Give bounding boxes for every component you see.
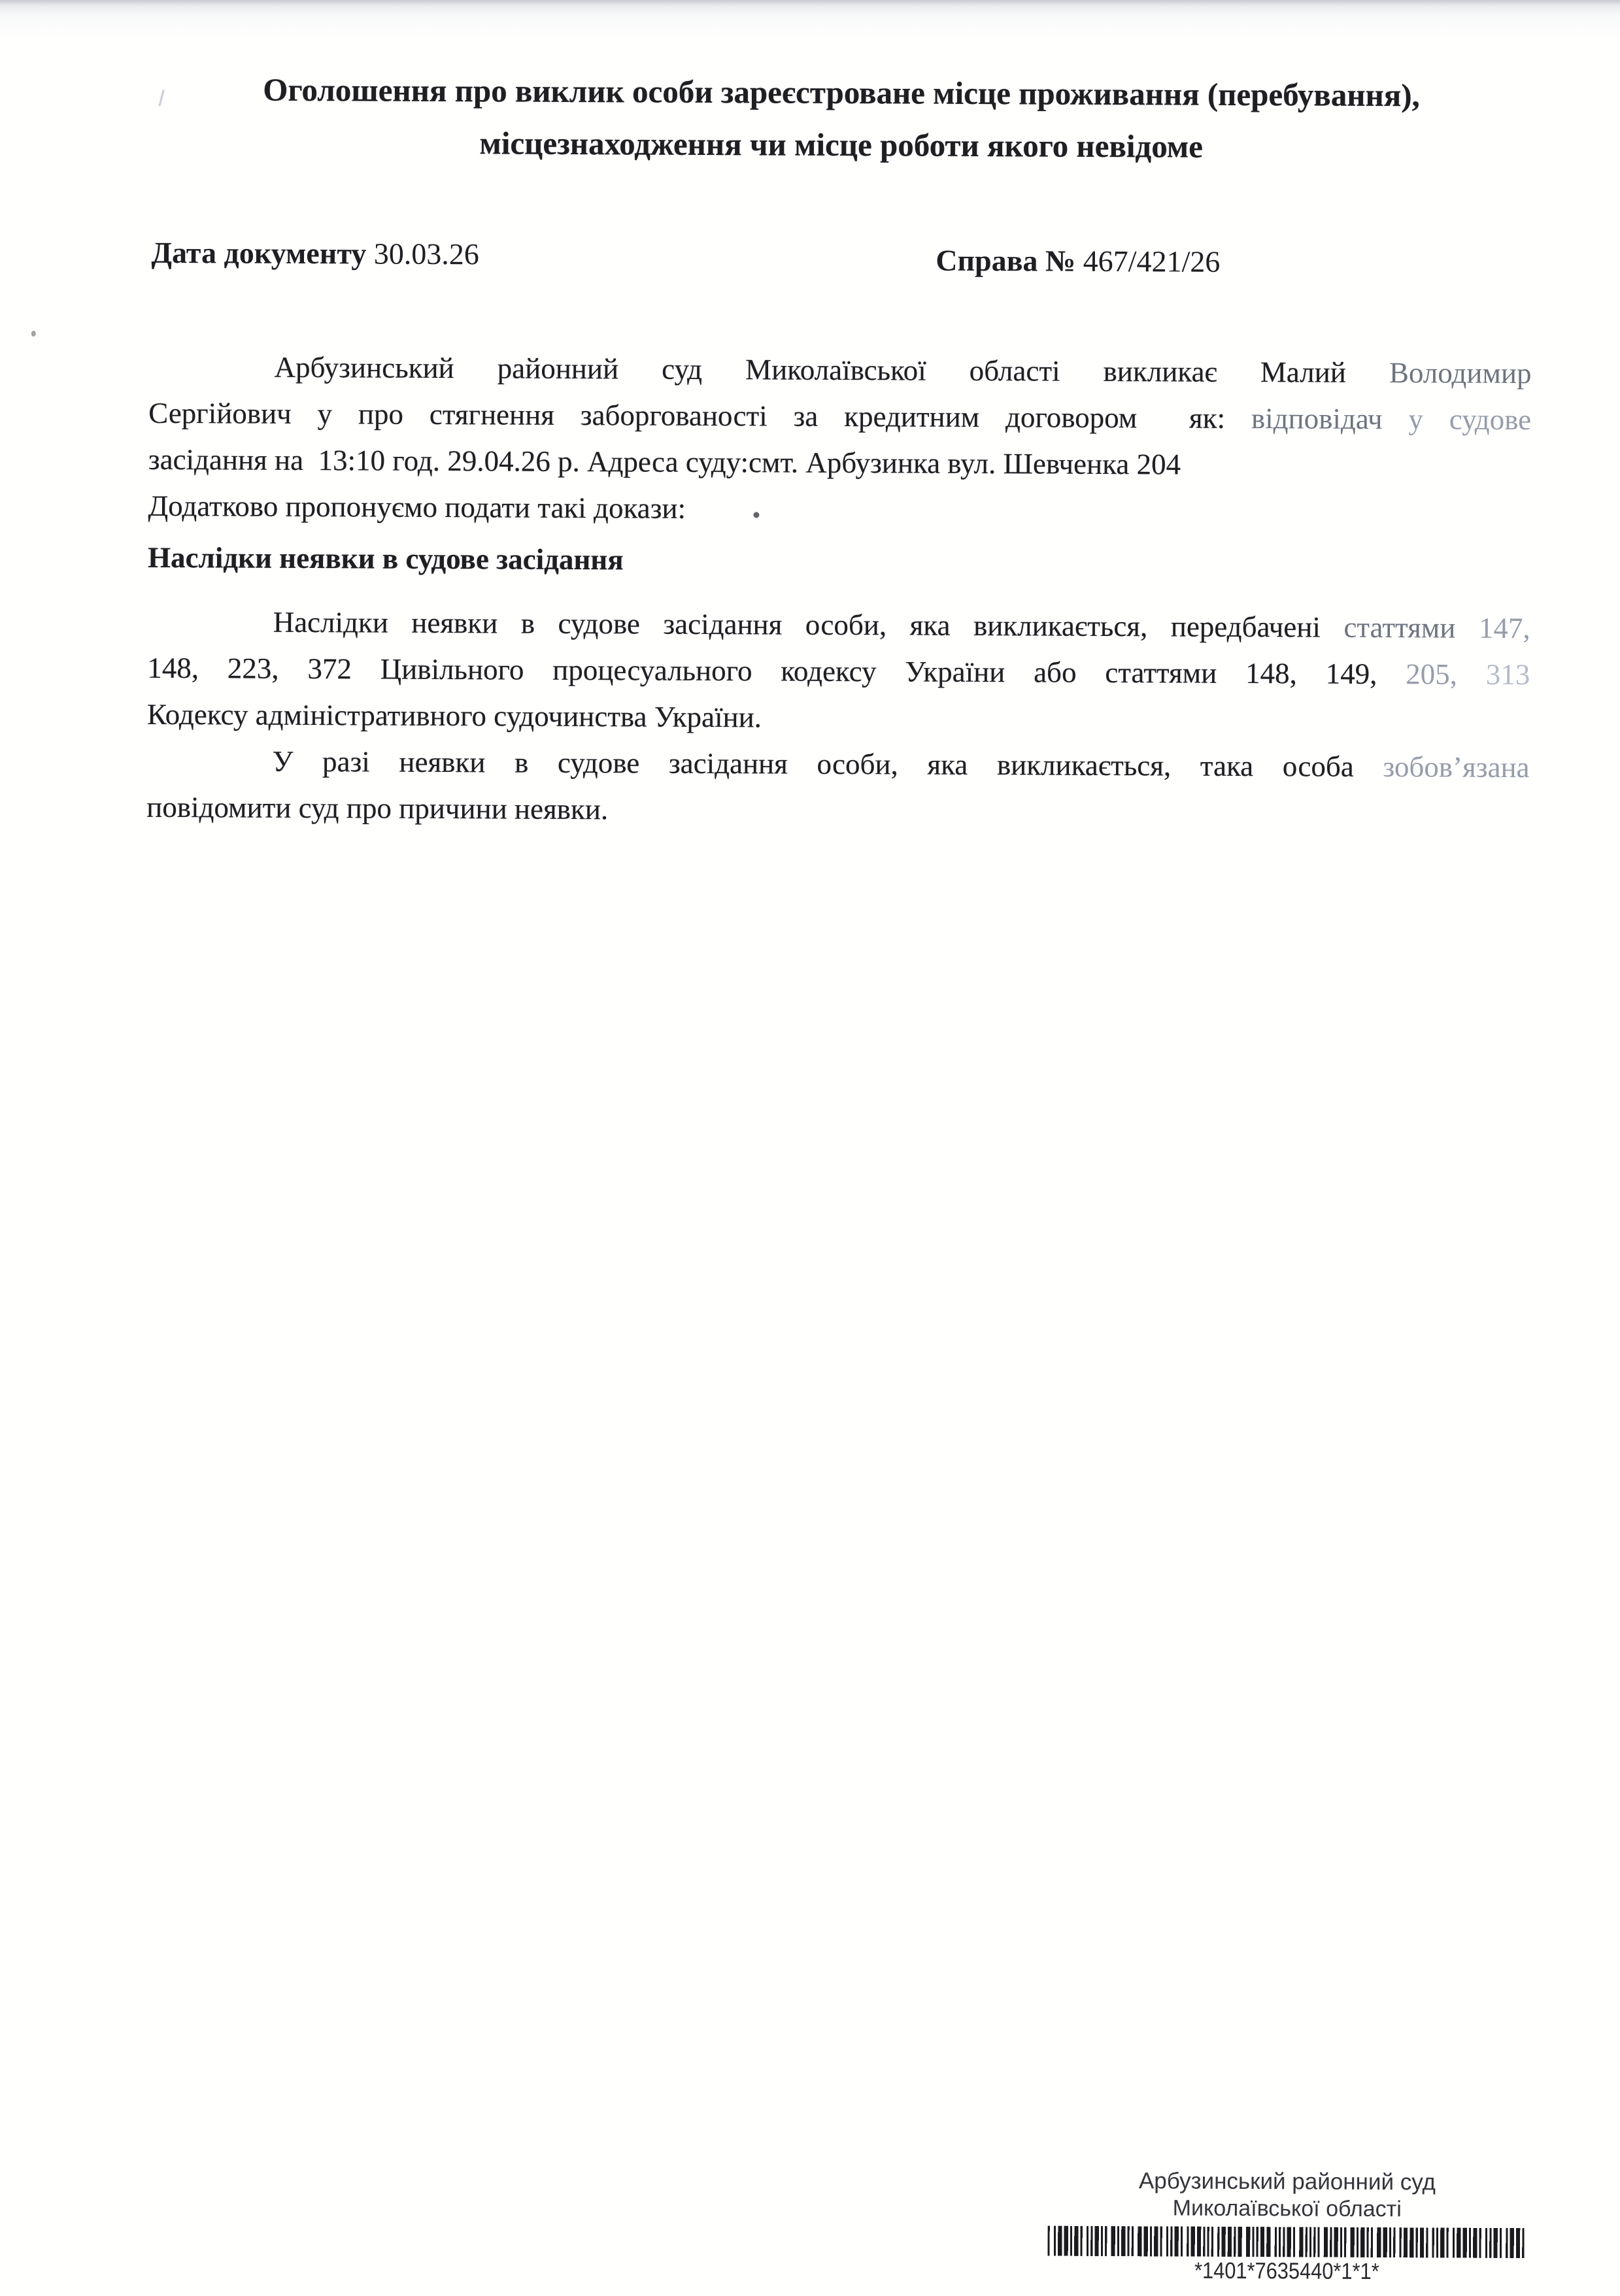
consequences-line-3: Кодексу адміністративного судочинства України. [146,697,762,734]
faded-text: Володимир [1389,356,1532,390]
court-stamp-block [970,2167,1604,2286]
summons-paragraph [148,344,1531,536]
summons-line-2: Сергійович у про стягнення заборгованості за кредитним договором як: відповідач у судове [148,396,1532,437]
faded-text: 205, [1406,657,1458,691]
court-name-line2: Миколаївської області [1172,2195,1402,2222]
scan-speck [31,331,36,337]
barcode-number: *1401*7635440*1*1* [1194,2257,1379,2285]
summons-line-1: Арбузинський районний суд Миколаївської області викликає Малий Володимир [274,350,1532,390]
section-header: Наслідки неявки в судове засідання [148,541,624,576]
case-line [936,241,1220,282]
barcode [1047,2226,1526,2259]
case-label: Справа № [936,243,1076,278]
case-value: 467/421/26 [1083,244,1221,278]
scan-speck [753,512,759,518]
evidence-request-line: Додатково пропонуємо подати такі докази: [148,489,686,525]
consequences-section [146,535,1530,837]
document-title-line2: місцезнаходження чи місце роботи якого невідоме [479,125,1204,165]
obligation-line-1: У разі неявки в судове засідання особи, яка викликається, така особа зобов’язана [272,744,1530,784]
faded-text: 147, [1478,611,1530,645]
faded-text: відповідач [1251,402,1383,436]
date-value: 30.03.26 [373,237,479,271]
document-title-line1: Оголошення про виклик особи зареєстроване місце проживання (перебування), [263,71,1421,114]
faded-text: зобов’язана [1383,750,1530,784]
faded-text: у судове [1408,403,1532,437]
consequences-line-2: 148, 223, 372 Цивільного процесуального кодексу України або статтями 148, 149, 205, 313 [147,651,1530,691]
court-name-line1: Арбузинський районний суд [1138,2168,1436,2195]
faded-text: статтями [1343,610,1456,644]
summons-line-3: засідання на 13:10 год. 29.04.26 р. Адреса суду:смт. Арбузинка вул. Шевченка 204 [148,442,1181,481]
document-title [150,63,1533,175]
date-label: Дата документу [151,235,367,271]
meta-row [151,233,1534,282]
faded-text: 313 [1485,657,1530,691]
consequences-line-1: Наслідки неявки в судове засідання особи, яка викликається, передбачені статтями 147, [273,605,1530,645]
barcode-container [970,2225,1604,2259]
date-line [151,236,479,271]
obligation-line-2: повідомити суд про причини неявки. [146,790,609,826]
